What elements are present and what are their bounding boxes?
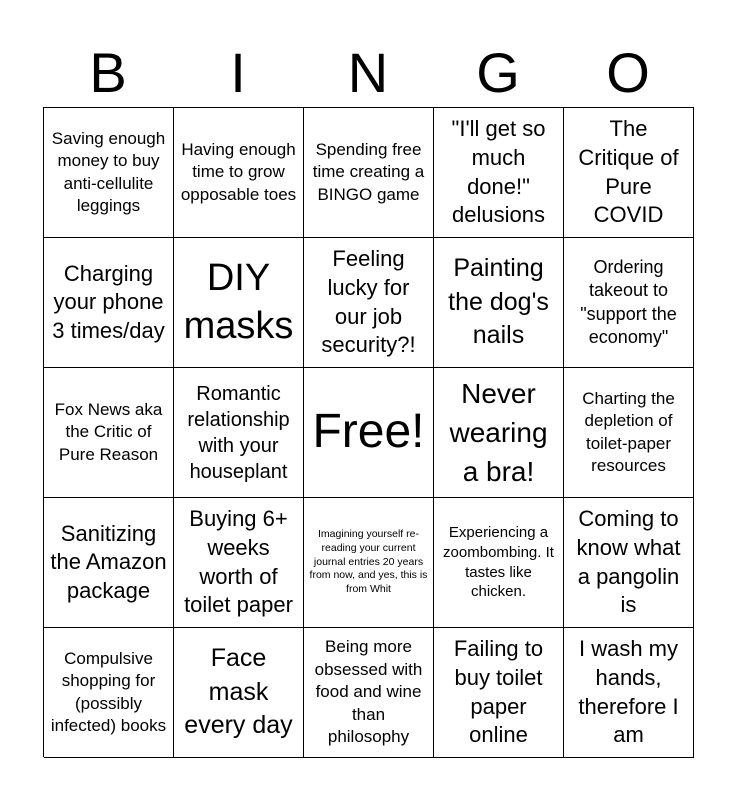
cell-text: Painting the dog's nails [448, 253, 549, 350]
bingo-cell[interactable] [174, 368, 304, 498]
cell-text: Spending free time creating a BINGO game [312, 139, 425, 204]
bingo-cell[interactable] [44, 108, 174, 238]
cell-text: I wash my hands, therefore I am [578, 636, 679, 748]
bingo-header [43, 40, 693, 106]
cell-text: Having enough time to grow opposable toes [180, 139, 297, 204]
cell-text: Ordering takeout to "support the economy" [580, 256, 677, 347]
bingo-cell[interactable] [44, 498, 174, 628]
cell-text: Charting the depletion of toilet-paper resources [582, 388, 675, 475]
bingo-cell[interactable] [304, 628, 434, 758]
cell-text: Being more obsessed with food and wine than philosophy [314, 637, 423, 747]
cell-text: Feeling lucky for our job security?! [321, 246, 416, 358]
cell-text: Saving enough money to buy anti-cellulite leggings [51, 128, 166, 215]
bingo-cell[interactable] [174, 108, 304, 238]
cell-text: Imagining yourself re-reading your current journal entries 20 years from now, and yes, this is from Whit [309, 528, 428, 595]
cell-text: Buying 6+ weeks worth of toilet paper [184, 506, 293, 618]
bingo-cell[interactable] [564, 238, 694, 368]
bingo-cell[interactable] [44, 238, 174, 368]
cell-text: The Critique of Pure COVID [578, 116, 679, 228]
cell-text: Romantic relationship with your houseplant [187, 382, 290, 483]
bingo-cell[interactable] [434, 628, 564, 758]
bingo-cell[interactable] [434, 108, 564, 238]
cell-text: Never wearing a bra! [449, 377, 548, 488]
bingo-cell[interactable] [44, 628, 174, 758]
bingo-cell[interactable] [174, 238, 304, 368]
cell-text: "I'll get so much done!" delusions [451, 116, 546, 228]
cell-text: Fox News aka the Critic of Pure Reason [54, 399, 163, 464]
cell-text: DIY masks [183, 257, 294, 347]
bingo-cell[interactable] [434, 368, 564, 498]
bingo-cell[interactable] [304, 498, 434, 628]
bingo-cell[interactable] [564, 368, 694, 498]
header-letter-i: I [230, 41, 246, 104]
bingo-cell[interactable] [564, 628, 694, 758]
bingo-cell[interactable] [564, 108, 694, 238]
bingo-cell[interactable] [44, 368, 174, 498]
bingo-cell[interactable] [304, 108, 434, 238]
header-letter-n: N [347, 41, 389, 104]
bingo-cell[interactable] [434, 238, 564, 368]
header-letter-b: B [89, 41, 127, 104]
cell-text: Failing to buy toilet paper online [453, 636, 544, 748]
bingo-cell[interactable] [434, 498, 564, 628]
cell-text: Charging your phone 3 times/day [52, 260, 165, 343]
header-letter-g: G [476, 41, 520, 104]
free-space-cell[interactable] [304, 368, 434, 498]
bingo-cell[interactable] [174, 628, 304, 758]
cell-text: Face mask every day [184, 643, 293, 740]
bingo-cell[interactable] [304, 238, 434, 368]
cell-text: Experiencing a zoombombing. It tastes like chicken. [443, 523, 554, 601]
header-letter-o: O [606, 41, 650, 104]
cell-text: Coming to know what a pangolin is [576, 506, 681, 618]
bingo-cell[interactable] [174, 498, 304, 628]
bingo-cell[interactable] [564, 498, 694, 628]
cell-text: Compulsive shopping for (possibly infected) books [50, 648, 167, 735]
bingo-board [43, 107, 694, 757]
cell-text: Sanitizing the Amazon package [50, 520, 167, 603]
free-space-text: Free! [312, 405, 425, 459]
